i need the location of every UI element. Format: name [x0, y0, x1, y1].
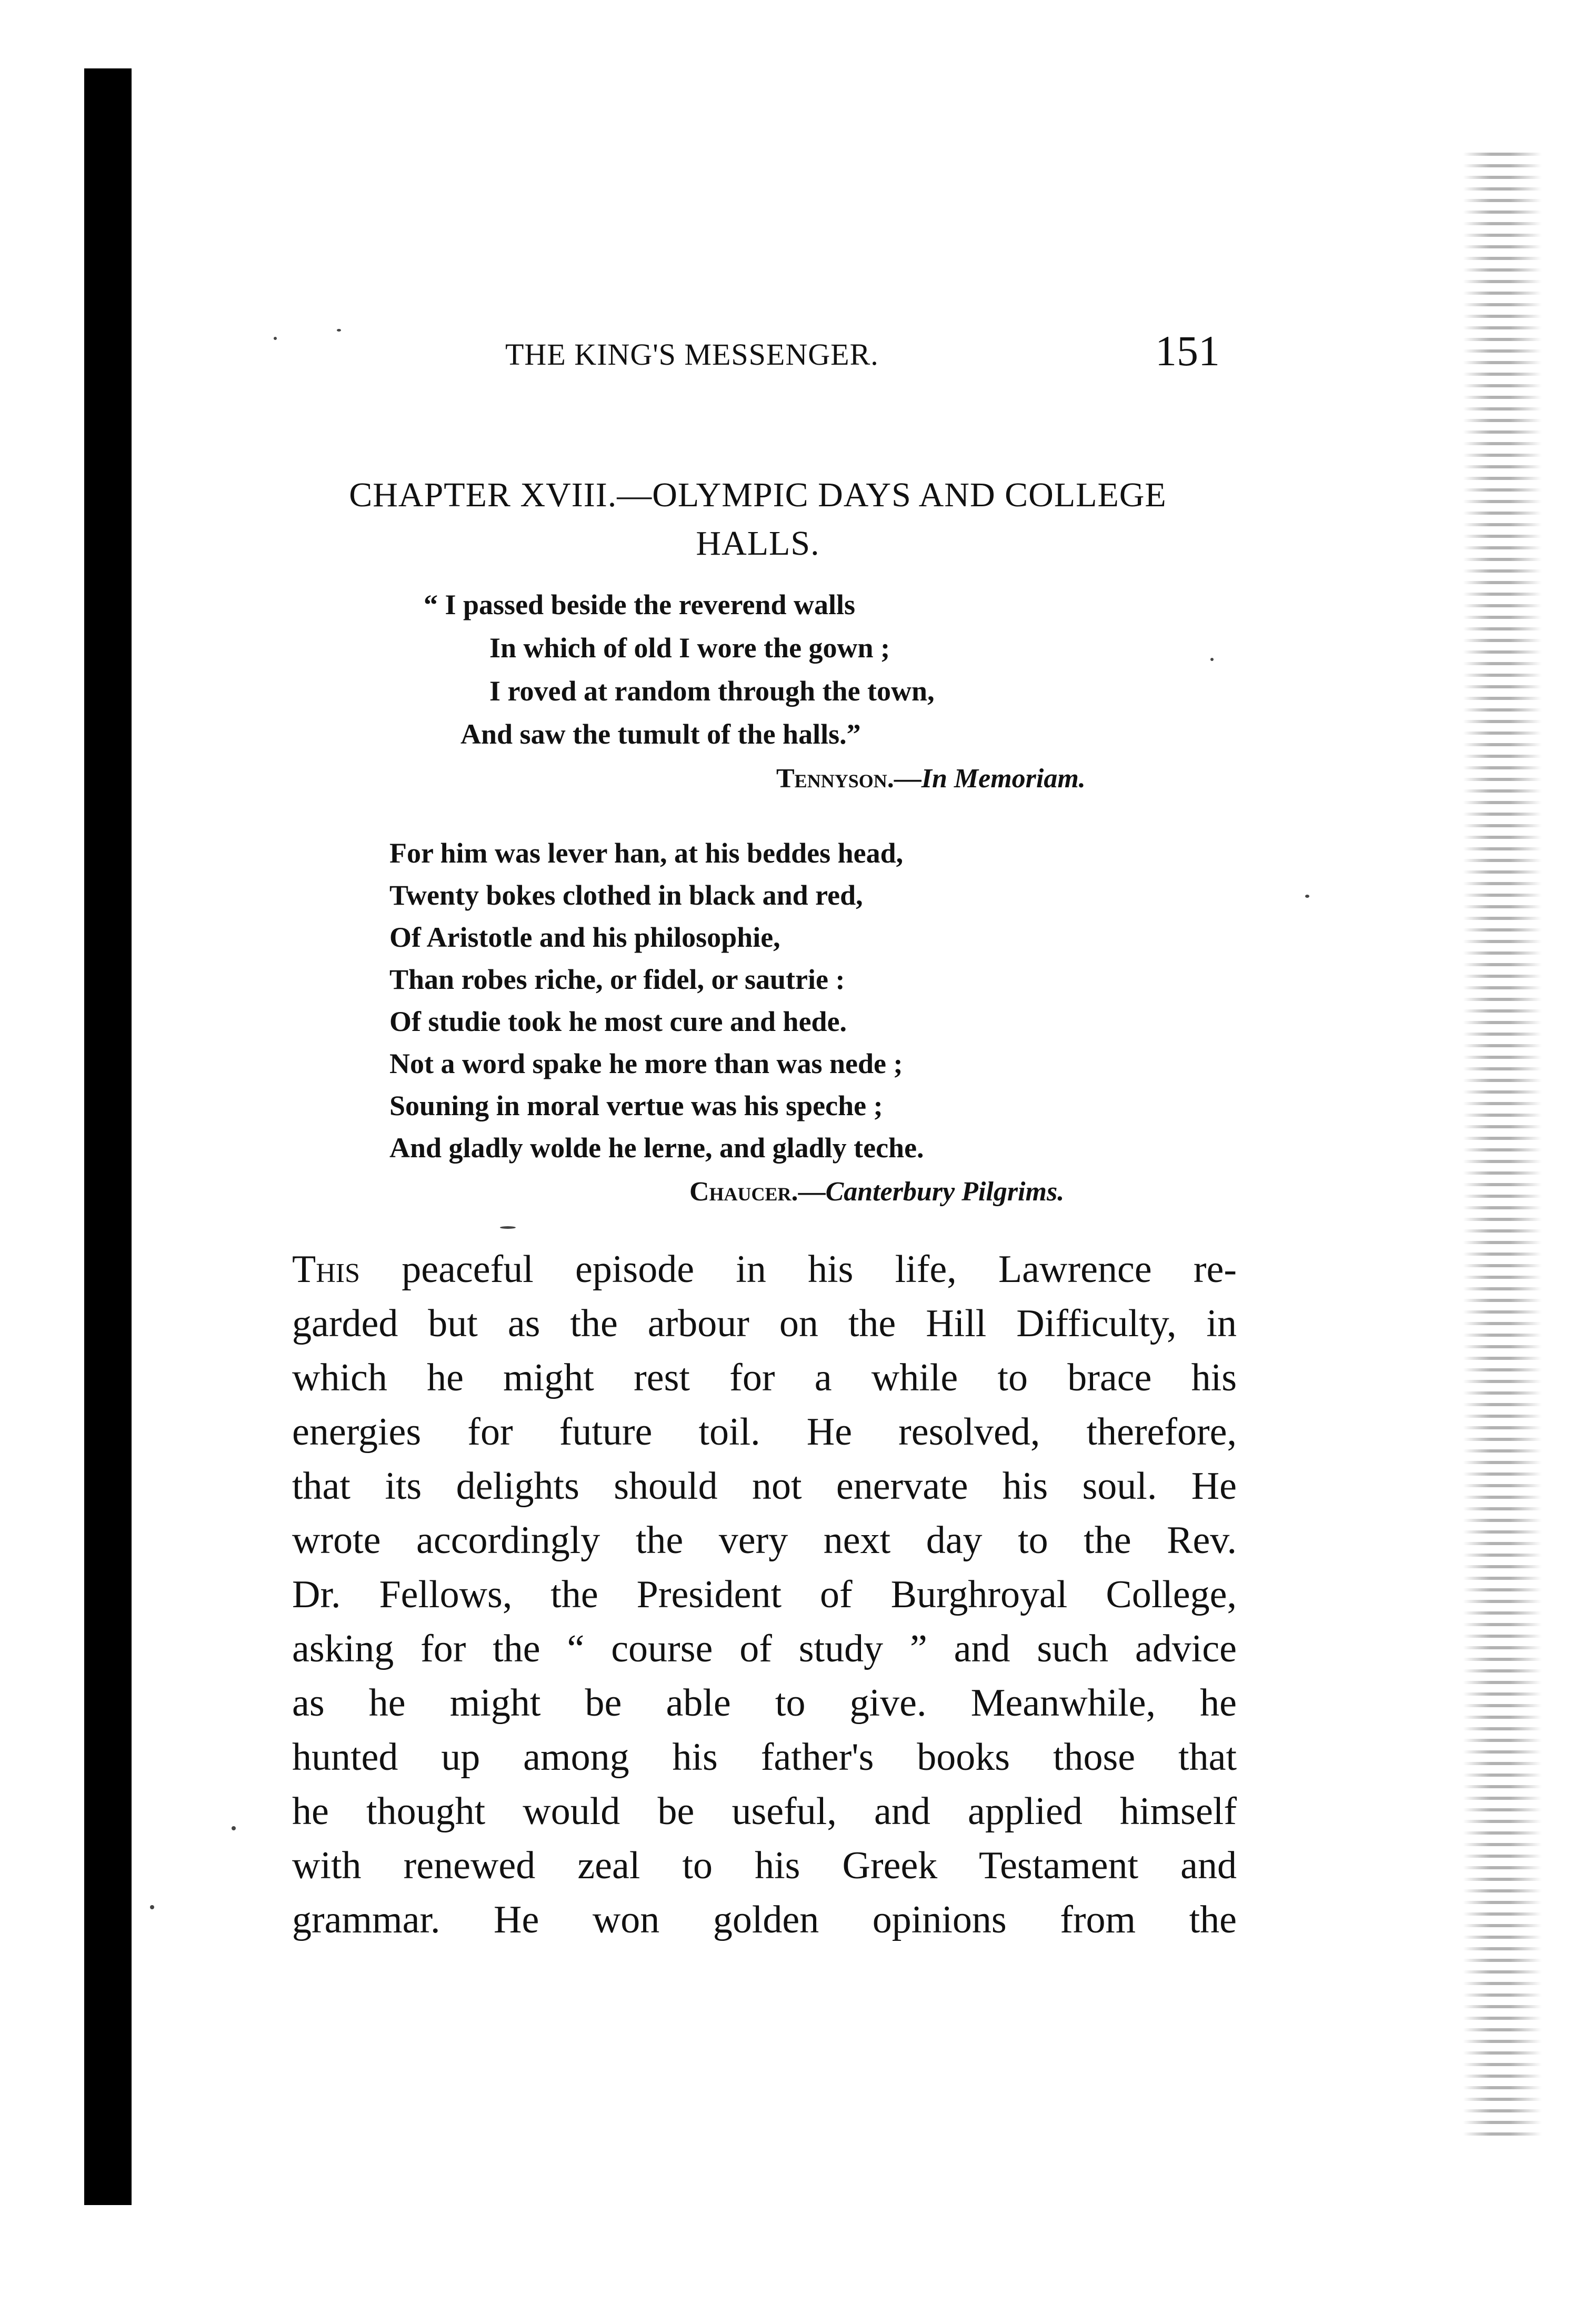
body-line: asking for the “ course of study ” and such advice — [292, 1627, 1237, 1670]
scan-page-edge-noise — [1463, 153, 1542, 2142]
epigraph-line: Of Aristotle and his philosophie, — [389, 921, 780, 953]
attribution-work: In Memoriam. — [921, 764, 1086, 794]
scan-speck — [1305, 895, 1309, 898]
running-head: THE KING'S MESSENGER. — [505, 337, 879, 372]
chapter-title-line: CHAPTER XVIII.—OLYMPIC DAYS AND COLLEGE — [349, 476, 1167, 514]
epigraph-line: And gladly wolde he lerne, and gladly teche. — [389, 1132, 924, 1164]
epigraph-line: Of studie took he most cure and hede. — [389, 1006, 847, 1037]
body-line: with renewed zeal to his Greek Testament and — [292, 1844, 1237, 1887]
epigraph-line: Souning in moral vertue was his speche ; — [389, 1090, 883, 1121]
body-line: energies for future toil. He resolved, therefore, — [292, 1410, 1237, 1454]
body-line: wrote accordingly the very next day to the Rev. — [292, 1519, 1237, 1562]
epigraph-attribution — [689, 1176, 1064, 1207]
epigraph-line: Twenty bokes clothed in black and red, — [389, 879, 863, 911]
body-dropcap: This — [292, 1248, 360, 1291]
scan-speck — [274, 337, 277, 340]
epigraph-line: And saw the tumult of the halls.” — [460, 718, 861, 750]
epigraph-line: I roved at random through the town, — [489, 675, 935, 707]
attribution-dash: — — [798, 1177, 826, 1207]
scan-binding-shadow — [84, 68, 132, 2205]
scan-speck — [1210, 658, 1214, 661]
body-line: grammar. He won golden opinions from the — [292, 1898, 1237, 1941]
body-line: that its delights should not enervate his soul. He — [292, 1465, 1237, 1508]
epigraph-line: In which of old I wore the gown ; — [489, 632, 890, 664]
attribution-dash: — — [894, 764, 921, 794]
body-line: hunted up among his father's books those that — [292, 1736, 1237, 1779]
scan-speck — [232, 1826, 236, 1830]
page-number: 151 — [1155, 327, 1220, 375]
scan-speck — [150, 1905, 154, 1909]
attribution-author: Tennyson. — [776, 764, 894, 794]
chapter-title-line: HALLS. — [696, 524, 820, 563]
epigraph-attribution — [776, 763, 1086, 794]
chapter-title — [279, 471, 1237, 568]
body-line: Dr. Fellows, the President of Burghroyal College, — [292, 1573, 1237, 1616]
scan-speck — [337, 329, 341, 332]
epigraph-line: For him was lever han, at his beddes head, — [389, 837, 904, 869]
body-line: garded but as the arbour on the Hill Difficulty, in — [292, 1302, 1237, 1345]
body-line — [292, 1250, 1237, 1289]
body-line: as he might be able to give. Meanwhile, he — [292, 1681, 1237, 1725]
body-line: which he might rest for a while to brace his — [292, 1356, 1237, 1399]
epigraph-line: Not a word spake he more than was nede ; — [389, 1048, 903, 1079]
body-line-text: peaceful episode in his life, Lawrence re- — [360, 1248, 1237, 1291]
epigraph-line: Than robes riche, or fidel, or sautrie : — [389, 964, 845, 995]
attribution-work: Canterbury Pilgrims. — [825, 1177, 1065, 1207]
scan-speck — [500, 1226, 516, 1229]
epigraph-line: “ I passed beside the reverend walls — [424, 589, 856, 620]
body-line: he thought would be useful, and applied himself — [292, 1790, 1237, 1833]
attribution-author: Chaucer. — [689, 1177, 798, 1207]
